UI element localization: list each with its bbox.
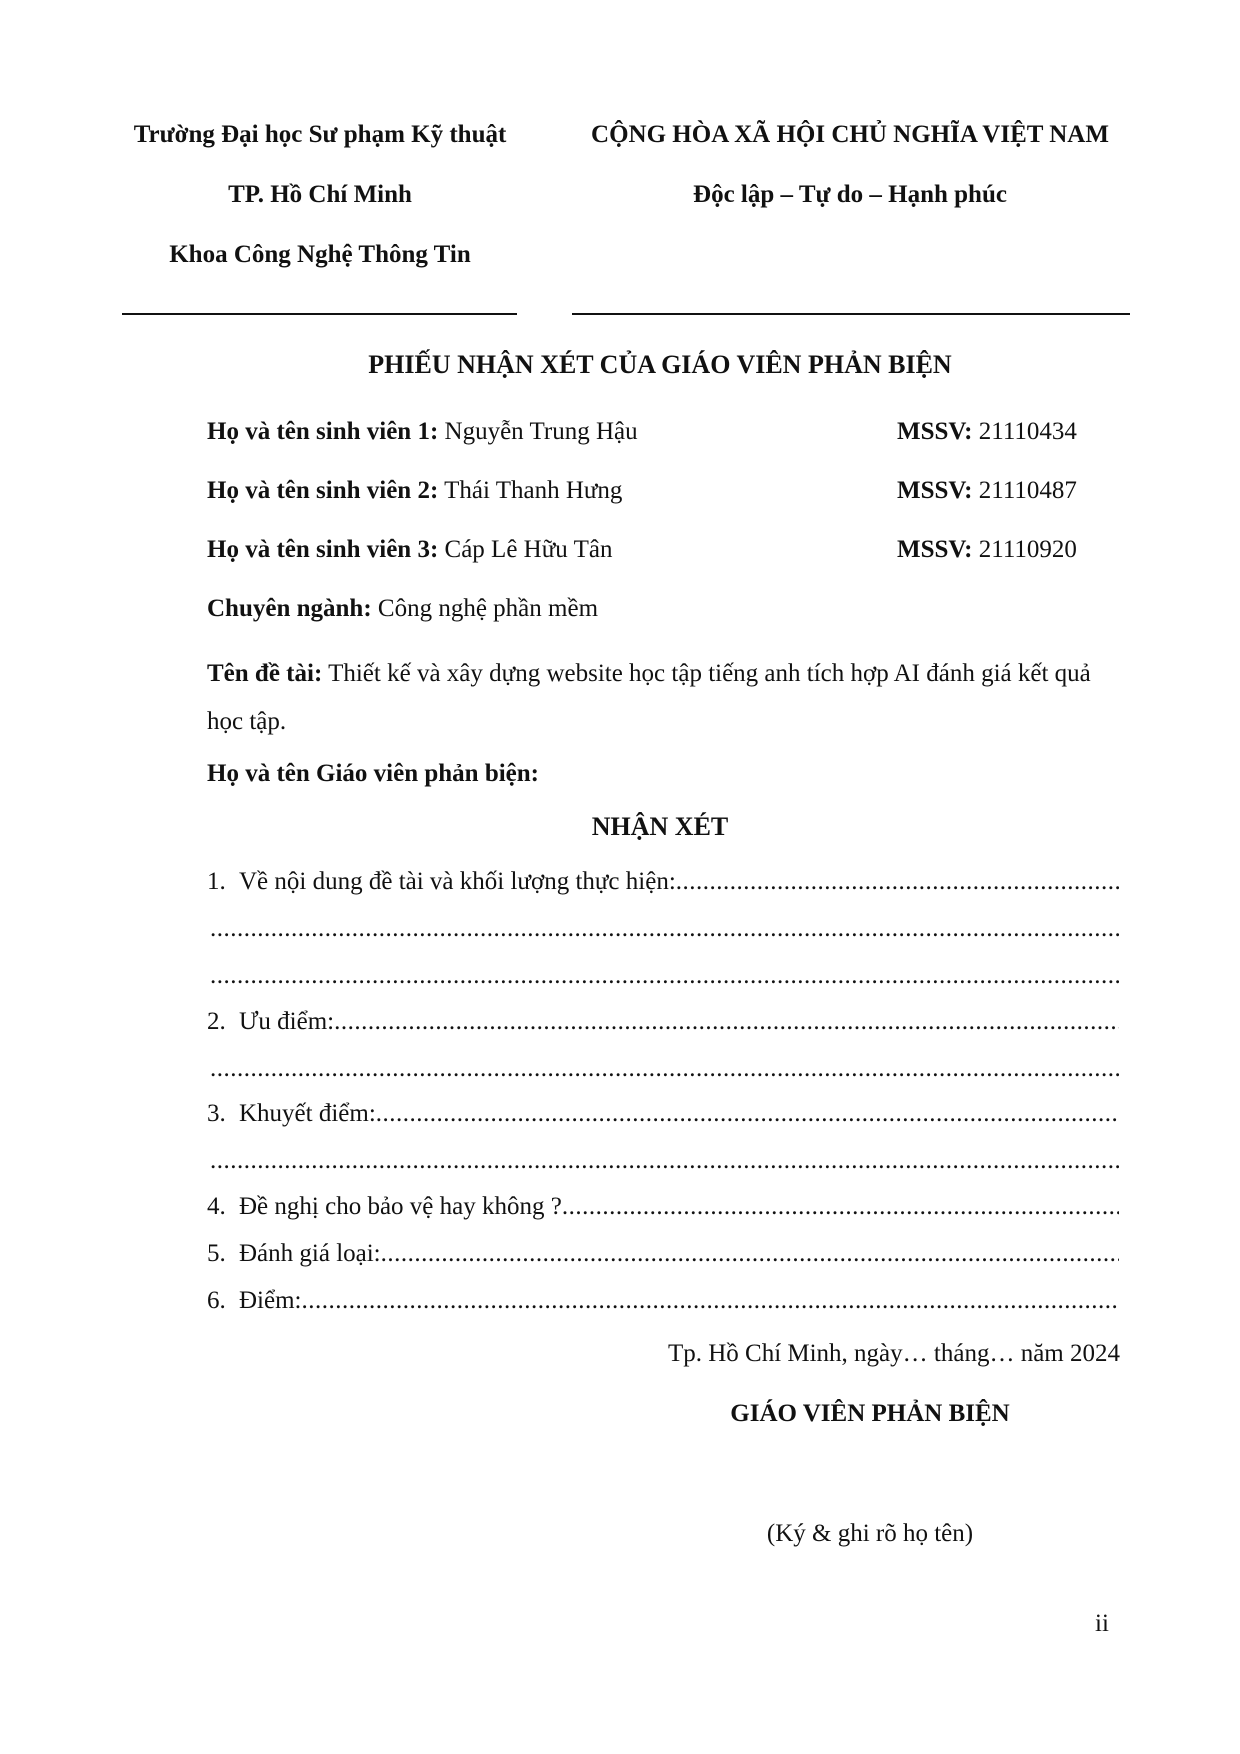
mssv-value: 21110920 bbox=[978, 536, 1077, 563]
item-number: 2. bbox=[207, 1008, 226, 1035]
header-rule-right bbox=[572, 313, 1130, 315]
student-row-2 bbox=[207, 477, 622, 505]
student-row-3 bbox=[207, 536, 612, 564]
university-city: TP. Hồ Chí Minh bbox=[228, 181, 412, 208]
institution-header bbox=[115, 105, 525, 285]
topic-row bbox=[207, 650, 1127, 746]
form-title: PHIẾU NHẬN XÉT CỦA GIÁO VIÊN PHẢN BIỆN bbox=[368, 350, 952, 379]
student-id-3 bbox=[897, 536, 1077, 564]
faculty-name: Khoa Công Nghệ Thông Tin bbox=[169, 241, 471, 268]
item-label: Ưu điểm: bbox=[239, 1008, 335, 1035]
mssv-value: 21110434 bbox=[978, 418, 1077, 445]
fill-in-dots bbox=[334, 1008, 1119, 1036]
fill-in-dots bbox=[676, 868, 1119, 896]
item-label: Đánh giá loại: bbox=[239, 1240, 381, 1267]
major-value: Công nghệ phần mềm bbox=[377, 595, 599, 622]
major-row bbox=[207, 595, 598, 623]
student-name: Nguyễn Trung Hậu bbox=[444, 418, 638, 445]
comment-item-5[interactable] bbox=[207, 1240, 1119, 1268]
national-motto: Độc lập – Tự do – Hạnh phúc bbox=[693, 181, 1007, 208]
comment-item-3[interactable] bbox=[207, 1100, 1119, 1128]
fill-in-line[interactable] bbox=[210, 1147, 1119, 1175]
signature-note: (Ký & ghi rõ họ tên) bbox=[766, 1520, 974, 1547]
comment-item-4[interactable] bbox=[207, 1193, 1119, 1221]
header-rule-left bbox=[122, 313, 517, 315]
comment-item-2[interactable] bbox=[207, 1008, 1119, 1036]
student-row-1 bbox=[207, 418, 638, 446]
fill-in-dots bbox=[302, 1287, 1120, 1315]
item-label: Về nội dung đề tài và khối lượng thực hiện: bbox=[239, 868, 676, 895]
student-name: Thái Thanh Hưng bbox=[444, 477, 623, 504]
fill-in-dots bbox=[381, 1240, 1119, 1268]
fill-in-dots bbox=[376, 1100, 1119, 1128]
signing-date: Tp. Hồ Chí Minh, ngày… tháng… năm 2024 bbox=[667, 1340, 1120, 1367]
mssv-value: 21110487 bbox=[978, 477, 1077, 504]
fill-in-line[interactable] bbox=[210, 962, 1119, 990]
item-label: Điểm: bbox=[239, 1287, 302, 1314]
fill-in-dots bbox=[562, 1193, 1119, 1221]
national-header bbox=[560, 105, 1140, 225]
page-number: ii bbox=[1095, 1610, 1109, 1637]
item-number: 4. bbox=[207, 1193, 226, 1220]
reviewer-label: Họ và tên Giáo viên phản biện: bbox=[207, 760, 539, 787]
topic-value: Thiết kế và xây dựng website học tập tiếng anh tích hợp AI đánh giá kết quả học tập. bbox=[207, 660, 1091, 735]
student-name: Cáp Lê Hữu Tân bbox=[444, 536, 613, 563]
reviewer-row bbox=[207, 760, 539, 788]
university-name: Trường Đại học Sư phạm Kỹ thuật bbox=[133, 121, 507, 148]
signature-title: GIÁO VIÊN PHẢN BIỆN bbox=[730, 1400, 1010, 1427]
item-number: 1. bbox=[207, 868, 226, 895]
item-number: 3. bbox=[207, 1100, 226, 1127]
student-label: Họ và tên sinh viên 2: bbox=[207, 477, 439, 504]
mssv-label: MSSV: bbox=[897, 536, 973, 563]
topic-label: Tên đề tài: bbox=[207, 660, 323, 687]
fill-in-line[interactable] bbox=[210, 915, 1119, 943]
item-label: Khuyết điểm: bbox=[239, 1100, 376, 1127]
comment-item-6[interactable] bbox=[207, 1287, 1119, 1315]
student-label: Họ và tên sinh viên 3: bbox=[207, 536, 439, 563]
student-label: Họ và tên sinh viên 1: bbox=[207, 418, 439, 445]
mssv-label: MSSV: bbox=[897, 477, 973, 504]
major-label: Chuyên ngành: bbox=[207, 595, 372, 622]
item-label: Đề nghị cho bảo vệ hay không ? bbox=[239, 1193, 562, 1220]
comments-heading: NHẬN XÉT bbox=[591, 812, 729, 841]
mssv-label: MSSV: bbox=[897, 418, 973, 445]
student-id-1 bbox=[897, 418, 1077, 446]
item-number: 5. bbox=[207, 1240, 226, 1267]
comment-item-1[interactable] bbox=[207, 868, 1119, 896]
fill-in-line[interactable] bbox=[210, 1055, 1119, 1083]
student-id-2 bbox=[897, 477, 1077, 505]
item-number: 6. bbox=[207, 1287, 226, 1314]
country-name: CỘNG HÒA XÃ HỘI CHỦ NGHĨA VIỆT NAM bbox=[591, 121, 1109, 148]
